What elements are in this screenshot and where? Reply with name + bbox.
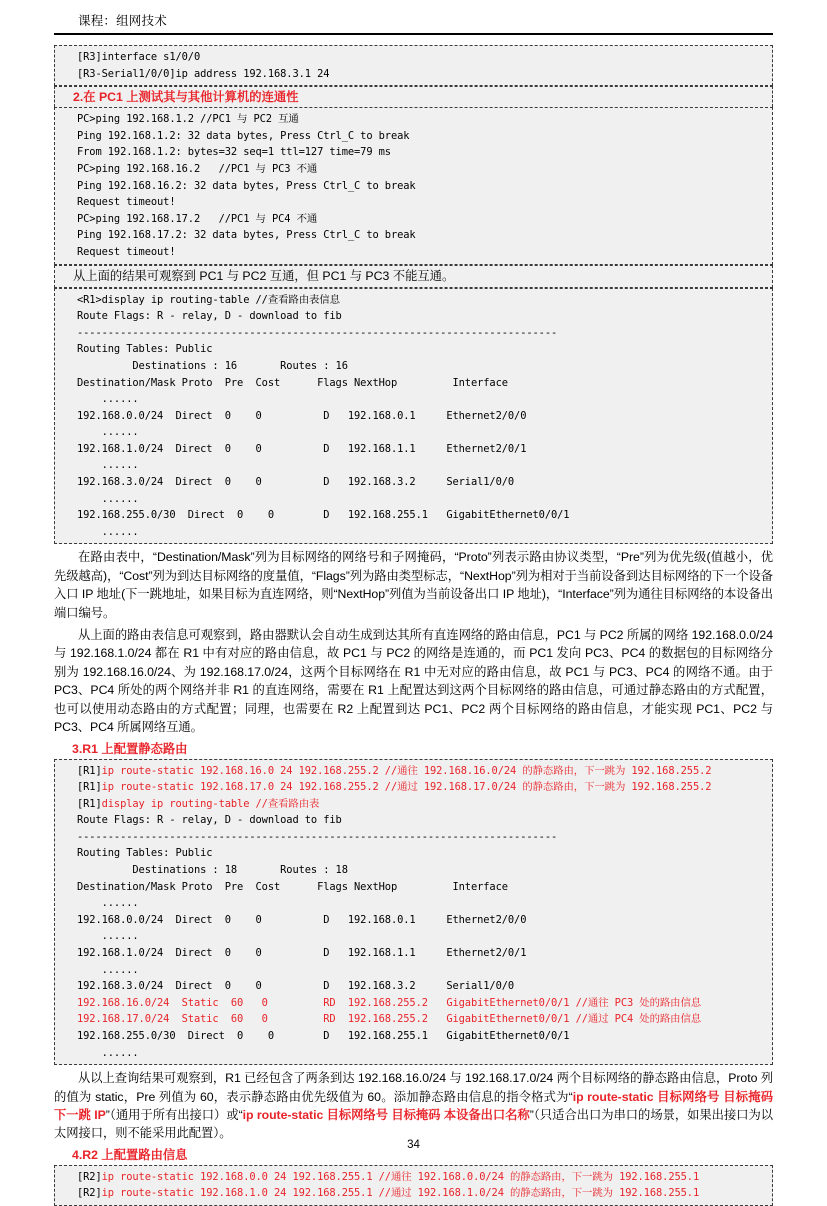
syntax-text-part2: ”（通用于所有出接口）或“ bbox=[105, 1108, 243, 1122]
code-line: From 192.168.1.2: bytes=32 seq=1 ttl=127 time=79 ms bbox=[77, 146, 391, 159]
page-number: 34 bbox=[407, 1139, 420, 1151]
prompt: [R1] bbox=[77, 764, 102, 777]
code-line: [R3]interface s1/0/0 bbox=[77, 51, 201, 63]
code-line: ...... bbox=[77, 1046, 139, 1059]
code-line: <R1>display ip routing-table //查看路由表信息 bbox=[77, 293, 340, 306]
code-line: ...... bbox=[77, 963, 139, 976]
section-heading-3: 3.R1 上配置静态路由 bbox=[72, 741, 188, 756]
command-text: display ip routing-table //查看路由表 bbox=[101, 797, 320, 810]
command-text: ip route-static 192.168.17.0 24 192.168.255.2 //通过 192.168.17.0/24 的静态路由，下一跳为 192.168.255.2 bbox=[101, 781, 712, 794]
prompt: [R1] bbox=[77, 781, 102, 794]
code-line-command bbox=[55, 1169, 772, 1186]
code-line: Ping 192.168.1.2: 32 data bytes, Press Ctrl_C to break bbox=[77, 129, 410, 142]
code-line: Destination/Mask Proto Pre Cost Flags NextHop Interface bbox=[77, 880, 508, 893]
paragraph-static-route-syntax bbox=[54, 1069, 773, 1143]
code-line: 192.168.3.0/24 Direct 0 0 D 192.168.3.2 Serial1/0/0 bbox=[77, 980, 515, 993]
code-line: ...... bbox=[77, 459, 139, 472]
code-line: Destinations : 18 Routes : 18 bbox=[77, 864, 348, 877]
code-line: PC>ping 192.168.1.2 //PC1 与 PC2 互通 bbox=[77, 113, 299, 126]
syntax-text-part3: ”（只适合出口为串口的场景，如果出接口为以太网接口，则不能采用此配置）。 bbox=[54, 1108, 773, 1141]
code-line: ------------------------------------------------------------------------------ bbox=[77, 830, 558, 843]
code-line: 192.168.3.0/24 Direct 0 0 D 192.168.3.2 Serial1/0/0 bbox=[77, 476, 515, 489]
code-block-ping-tests bbox=[54, 107, 773, 264]
code-line: ...... bbox=[77, 492, 139, 505]
code-line: PC>ping 192.168.17.2 //PC1 与 PC4 不通 bbox=[77, 212, 318, 225]
code-line: Destination/Mask Proto Pre Cost Flags NextHop Interface bbox=[77, 376, 508, 389]
code-line: Routing Tables: Public bbox=[77, 343, 213, 356]
code-line: [R3-Serial1/0/0]ip address 192.168.3.1 24 bbox=[77, 67, 330, 80]
section-heading-4: 4.R2 上配置路由信息 bbox=[72, 1147, 188, 1162]
command-text: ip route-static 192.168.1.0 24 192.168.255.1 //通过 192.168.1.0/24 的静态路由，下一跳为 192.168.255.1 bbox=[101, 1187, 700, 1200]
code-line-static-route: 192.168.16.0/24 Static 60 0 RD 192.168.255.2 GigabitEthernet0/0/1 //通往 PC3 处的路由信息 bbox=[77, 996, 702, 1009]
code-line: Routing Tables: Public bbox=[77, 847, 213, 860]
code-line: ...... bbox=[77, 393, 139, 406]
code-line-command bbox=[55, 763, 772, 780]
syntax-command-1: ip route-static 目标网络号 目标掩码 下一跳 IP bbox=[54, 1089, 774, 1122]
prompt: [R2] bbox=[77, 1187, 102, 1200]
code-line: 192.168.1.0/24 Direct 0 0 D 192.168.1.1 Ethernet2/0/1 bbox=[77, 947, 527, 960]
code-line: Ping 192.168.17.2: 32 data bytes, Press Ctrl_C to break bbox=[77, 229, 416, 242]
code-line: PC>ping 192.168.16.2 //PC1 与 PC3 不通 bbox=[77, 162, 318, 175]
code-line: 192.168.1.0/24 Direct 0 0 D 192.168.1.1 Ethernet2/0/1 bbox=[77, 442, 527, 455]
code-line: ...... bbox=[77, 930, 139, 943]
code-line: Request timeout! bbox=[77, 245, 176, 258]
running-header bbox=[54, 0, 773, 30]
code-line: Route Flags: R - relay, D - download to fib bbox=[77, 814, 342, 827]
code-line: 192.168.255.0/30 Direct 0 0 D 192.168.255.1 GigabitEthernet0/0/1 bbox=[77, 509, 570, 522]
code-line-command bbox=[55, 796, 772, 813]
code-block-r1-static-routes bbox=[54, 759, 773, 1066]
code-line: Route Flags: R - relay, D - download to fib bbox=[77, 310, 342, 323]
code-line: ...... bbox=[77, 426, 139, 439]
code-line: ...... bbox=[77, 525, 139, 538]
code-line-static-route: 192.168.17.0/24 Static 60 0 RD 192.168.255.2 GigabitEthernet0/0/1 //通过 PC4 处的路由信息 bbox=[77, 1013, 702, 1026]
code-block-r3-config bbox=[54, 45, 773, 86]
code-line: ------------------------------------------------------------------------------ bbox=[77, 326, 558, 339]
code-block-routing-table-r1 bbox=[54, 288, 773, 545]
code-line: 192.168.0.0/24 Direct 0 0 D 192.168.0.1 Ethernet2/0/0 bbox=[77, 409, 527, 422]
code-line: 192.168.255.0/30 Direct 0 0 D 192.168.255.1 GigabitEthernet0/0/1 bbox=[77, 1030, 570, 1042]
observation-strip-ping: 从上面的结果可观察到 PC1 与 PC2 互通，但 PC1 与 PC3 不能互通。 bbox=[54, 265, 773, 288]
prompt: [R2] bbox=[77, 1170, 102, 1183]
code-line: ...... bbox=[77, 897, 139, 910]
command-text: ip route-static 192.168.16.0 24 192.168.255.2 //通往 192.168.16.0/24 的静态路由，下一跳为 192.168.255.2 bbox=[101, 764, 712, 777]
header-rule bbox=[54, 33, 773, 35]
code-line: Destinations : 16 Routes : 16 bbox=[77, 359, 348, 372]
course-label: 课程：组网技术 bbox=[78, 14, 167, 28]
code-line-command bbox=[55, 779, 772, 796]
command-text: ip route-static 192.168.0.0 24 192.168.255.1 //通往 192.168.0.0/24 的静态路由，下一跳为 192.168.255.1 bbox=[101, 1170, 700, 1183]
paragraph-routing-table-columns: 在路由表中，“Destination/Mask”列为目标网络的网络号和子网掩码，“Proto”列表示路由协议类型，“Pre”列为优先级(值越小，优先级越高)，“Cost”列为到达目标网络的度量值，“Flags”列为路由类型标志，“NextHop”列为相对于当前设备到达目标网络的下一个设备入口 IP 地址(下一跳地址，如果目标为直连网络，则“NextHop”列值为当前设备出口 IP 地址)，“Interface”列为通往目标网络的本设备出端口编号。 bbox=[54, 550, 773, 620]
paragraph-direct-routes-analysis: 从上面的路由表信息可观察到，路由器默认会自动生成到达其所有直连网络的路由信息，PC1 与 PC2 所属的网络 192.168.0.0/24 与 192.168.1.0/24 都在 R1 中有对应的路由信息，故 PC1 与 PC2 的网络是连通的，而 PC1 发向 PC3、PC4 的数据包的目标网络分别为 192.168.16.0/24、为 192.168.17.0/24，这两个目标网络在 R1 中无对应的路由信息，故 PC1 与 PC3、PC4 的网络不通。由于 PC3、PC4 所处的两个网络并非 R1 的直连网络，需要在 R1 上配置达到这两个目标网络的路由信息，可通过静态路由的方式配置，也可以使用动态路由的方式配置；同理，也需要在 R2 上配置到达 PC1、PC2 两个目标网络的路由信息，才能实现 PC1、PC2 与 PC3、PC4 所属网络互通。 bbox=[54, 628, 773, 735]
syntax-command-2: ip route-static 目标网络号 目标掩码 本设备出口名称 bbox=[242, 1108, 530, 1122]
code-line: 192.168.0.0/24 Direct 0 0 D 192.168.0.1 Ethernet2/0/0 bbox=[77, 913, 527, 926]
code-line-command bbox=[55, 1185, 772, 1202]
section-heading-2: 2.在 PC1 上测试其与其他计算机的连通性 bbox=[54, 86, 773, 107]
prompt: [R1] bbox=[77, 797, 102, 810]
code-block-r2-static-routes bbox=[54, 1165, 773, 1206]
syntax-text-part1: 从以上查询结果可观察到，R1 已经包含了两条到达 192.168.16.0/24 与 192.168.17.0/24 两个目标网络的静态路由信息，Proto 列的值为 static，Pre 列值为 60，表示静态路由优先级值为 60。添加静态路由信息的指令格式为“ bbox=[54, 1071, 773, 1104]
code-line: Ping 192.168.16.2: 32 data bytes, Press Ctrl_C to break bbox=[77, 179, 416, 192]
code-line: Request timeout! bbox=[77, 196, 176, 209]
